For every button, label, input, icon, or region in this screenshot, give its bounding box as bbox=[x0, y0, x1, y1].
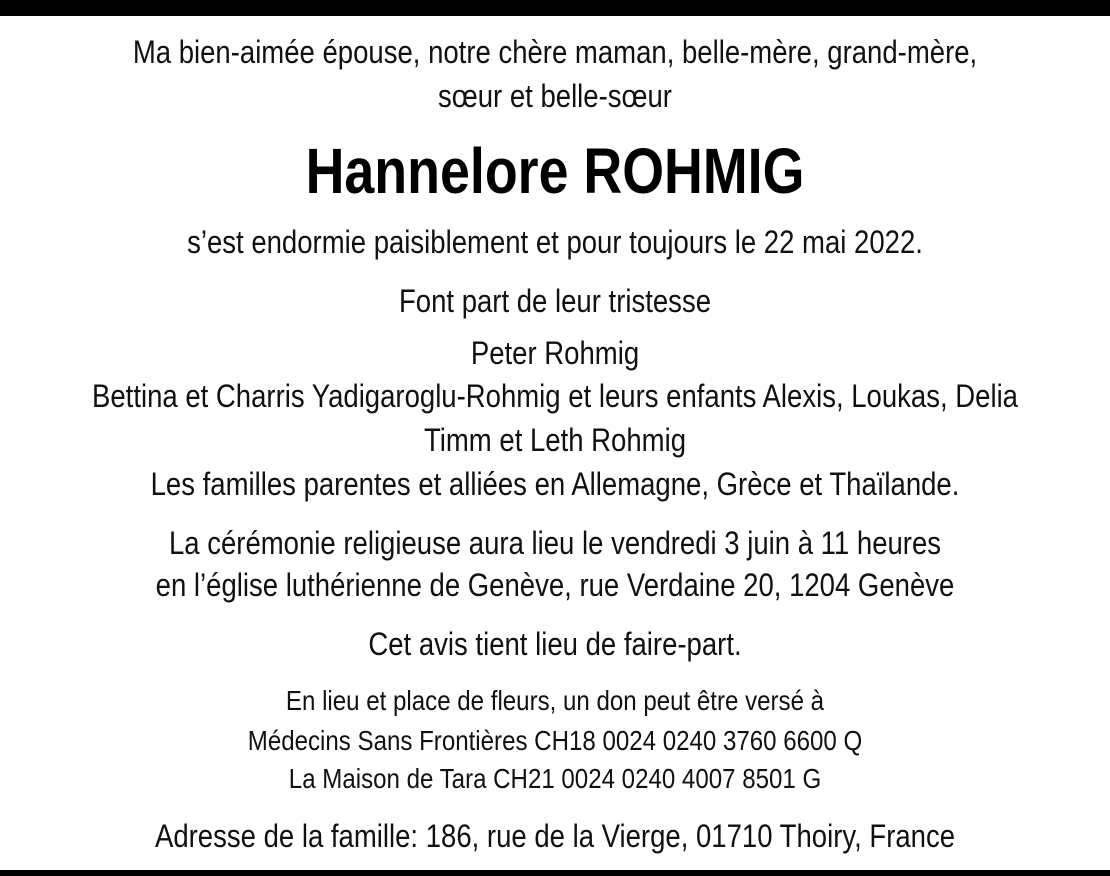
intro-line-2: sœur et belle-sœur bbox=[438, 78, 672, 114]
donation-intro: En lieu et place de fleurs, un don peut être versé à bbox=[285, 685, 825, 716]
deceased-name: Hannelore ROHMIG bbox=[305, 135, 805, 207]
donation-tara: La Maison de Tara CH21 0024 0240 4007 8501 G bbox=[288, 763, 822, 794]
donation-msf: Médecins Sans Frontières CH18 0024 0240 3760 6600 Q bbox=[247, 725, 863, 756]
mourner-line-4: Les familles parentes et alliées en Allemagne, Grèce et Thaïlande. bbox=[150, 466, 960, 502]
ceremony-line-1: La cérémonie religieuse aura lieu le vendredi 3 juin à 11 heures bbox=[168, 525, 942, 561]
family-address: Adresse de la famille: 186, rue de la Vierge, 01710 Thoiry, France bbox=[154, 818, 956, 854]
faire-part-notice: Cet avis tient lieu de faire-part. bbox=[368, 626, 742, 662]
mourner-line-2: Bettina et Charris Yadigaroglu-Rohmig et leurs enfants Alexis, Loukas, Delia bbox=[92, 378, 1018, 414]
death-announcement: s’est endormie paisiblement et pour toujours le 22 mai 2022. bbox=[187, 224, 923, 260]
mourner-line-1: Peter Rohmig bbox=[470, 335, 640, 371]
intro-line-1: Ma bien-aimée épouse, notre chère maman, belle-mère, grand-mère, bbox=[132, 34, 978, 70]
mourner-line-3: Timm et Leth Rohmig bbox=[423, 422, 687, 458]
top-border-rule bbox=[0, 0, 1110, 16]
ceremony-line-2: en l’église luthérienne de Genève, rue Verdaine 20, 1204 Genève bbox=[155, 567, 955, 603]
bottom-border-rule bbox=[0, 870, 1110, 876]
announcement-intro: Font part de leur tristesse bbox=[398, 283, 712, 319]
